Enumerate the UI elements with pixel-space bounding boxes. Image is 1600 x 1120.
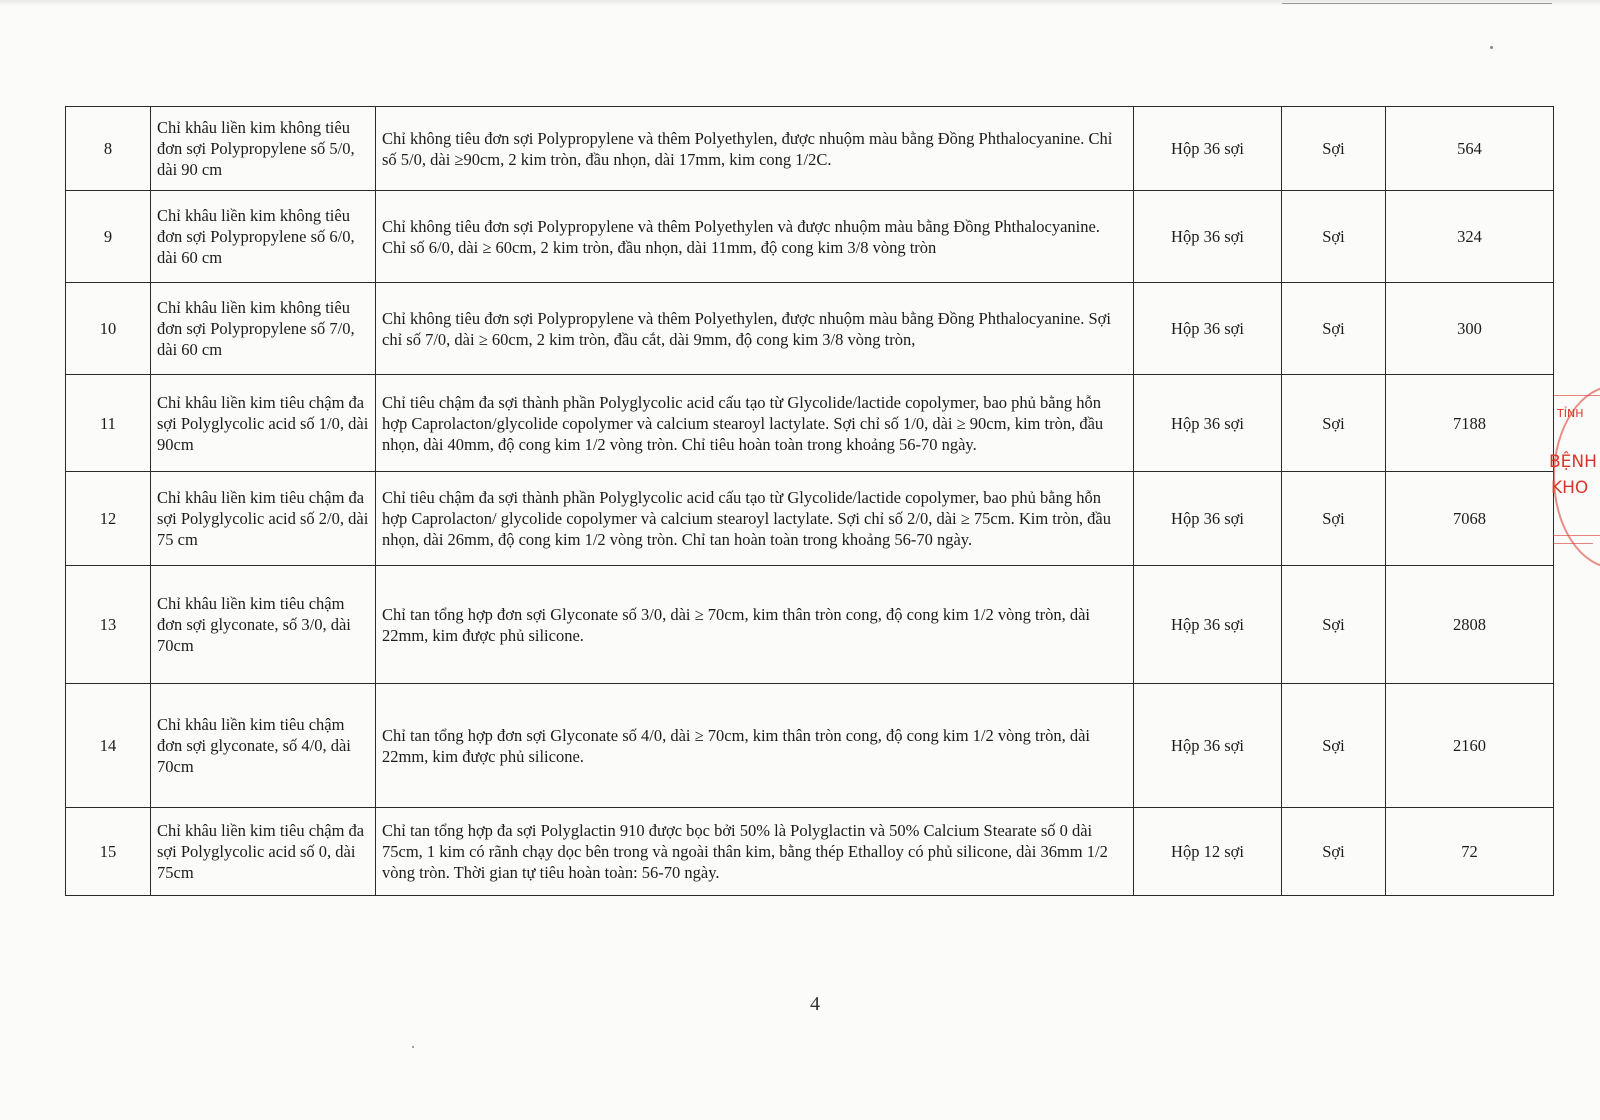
item-specification-cell: Chỉ không tiêu đơn sợi Polypropylene và thêm Polyethylen và được nhuộm màu bằng Đồng Phthalocyanine. Chỉ số 6/0, dài ≥ 60cm, 2 kim tròn, đầu nhọn, dài 11mm, độ cong kim 3/8 vòng tròn bbox=[376, 191, 1134, 283]
row-number-cell: 15 bbox=[66, 808, 151, 896]
table-row bbox=[66, 375, 1554, 472]
stamp-mark bbox=[1553, 395, 1600, 396]
packaging-cell: Hộp 36 sợi bbox=[1134, 375, 1282, 472]
unit-cell: Sợi bbox=[1282, 283, 1386, 375]
item-specification-cell: Chỉ tan tổng hợp đơn sợi Glyconate số 3/0, dài ≥ 70cm, kim thân tròn cong, độ cong kim 1/2 vòng tròn, dài 22mm, kim được phủ silicone. bbox=[376, 566, 1134, 684]
quantity-cell: 564 bbox=[1386, 107, 1554, 191]
stamp-text-line2: BỆNH bbox=[1549, 452, 1597, 472]
row-number-cell: 12 bbox=[66, 472, 151, 566]
item-name-cell: Chỉ khâu liền kim tiêu chậm đơn sợi glyconate, số 4/0, dài 70cm bbox=[151, 684, 376, 808]
row-number-cell: 8 bbox=[66, 107, 151, 191]
row-number-cell: 13 bbox=[66, 566, 151, 684]
scan-speck bbox=[1490, 46, 1493, 49]
item-specification-cell: Chỉ không tiêu đơn sợi Polypropylene và thêm Polyethylen, được nhuộm màu bằng Đồng Phthalocyanine. Sợi chỉ số 7/0, dài ≥ 60cm, 2 kim tròn, đầu cắt, dài 9mm, độ cong kim 3/8 vòng tròn, bbox=[376, 283, 1134, 375]
table-row bbox=[66, 107, 1554, 191]
packaging-cell: Hộp 36 sợi bbox=[1134, 191, 1282, 283]
item-name-cell: Chỉ khâu liền kim không tiêu đơn sợi Polypropylene số 5/0, dài 90 cm bbox=[151, 107, 376, 191]
quantity-cell: 2808 bbox=[1386, 566, 1554, 684]
quantity-cell: 300 bbox=[1386, 283, 1554, 375]
table-row bbox=[66, 283, 1554, 375]
stamp-mark bbox=[1553, 535, 1600, 536]
table-row bbox=[66, 191, 1554, 283]
item-name-cell: Chỉ khâu liền kim tiêu chậm đơn sợi glyconate, số 3/0, dài 70cm bbox=[151, 566, 376, 684]
row-number-cell: 10 bbox=[66, 283, 151, 375]
table-row bbox=[66, 808, 1554, 896]
scan-speck bbox=[412, 1046, 414, 1048]
packaging-cell: Hộp 36 sợi bbox=[1134, 283, 1282, 375]
item-name-cell: Chỉ khâu liền kim tiêu chậm đa sợi Polyglycolic acid số 0, dài 75cm bbox=[151, 808, 376, 896]
item-name-cell: Chỉ khâu liền kim tiêu chậm đa sợi Polyglycolic acid số 2/0, dài 75 cm bbox=[151, 472, 376, 566]
table-row bbox=[66, 684, 1554, 808]
packaging-cell: Hộp 36 sợi bbox=[1134, 472, 1282, 566]
supply-table bbox=[65, 106, 1554, 896]
stamp-text-line3: KHO bbox=[1551, 478, 1589, 498]
row-number-cell: 11 bbox=[66, 375, 151, 472]
stamp-mark bbox=[1553, 543, 1593, 544]
packaging-cell: Hộp 36 sợi bbox=[1134, 107, 1282, 191]
packaging-cell: Hộp 36 sợi bbox=[1134, 566, 1282, 684]
item-specification-cell: Chỉ tiêu chậm đa sợi thành phần Polyglycolic acid cấu tạo từ Glycolide/lactide copolymer, bao phủ bằng hỗn hợp Caprolacton/ glycolide copolymer và calcium stearoyl lactylate. Sợi chỉ số 2/0, dài ≥ 75cm. Kim tròn, đầu nhọn, dài 26mm, độ cong kim 1/2 vòng tròn. Chỉ tan hoàn toàn trong khoảng 56-70 ngày. bbox=[376, 472, 1134, 566]
item-specification-cell: Chỉ tan tổng hợp đa sợi Polyglactin 910 được bọc bởi 50% là Polyglactin và 50% Calcium Stearate số 0 dài 75cm, 1 kim có rãnh chạy dọc bên trong và ngoài thân kim, bằng thép Ethalloy có phủ silicone, dài 36mm 1/2 vòng tròn. Thời gian tự tiêu hoàn toàn: 56-70 ngày. bbox=[376, 808, 1134, 896]
row-number-cell: 9 bbox=[66, 191, 151, 283]
item-name-cell: Chỉ khâu liền kim không tiêu đơn sợi Polypropylene số 7/0, dài 60 cm bbox=[151, 283, 376, 375]
quantity-cell: 324 bbox=[1386, 191, 1554, 283]
scan-line bbox=[1282, 3, 1552, 4]
unit-cell: Sợi bbox=[1282, 375, 1386, 472]
table-row bbox=[66, 472, 1554, 566]
red-stamp bbox=[1545, 385, 1600, 575]
packaging-cell: Hộp 36 sợi bbox=[1134, 684, 1282, 808]
quantity-cell: 7068 bbox=[1386, 472, 1554, 566]
item-name-cell: Chỉ khâu liền kim tiêu chậm đa sợi Polyglycolic acid số 1/0, dài 90cm bbox=[151, 375, 376, 472]
item-specification-cell: Chỉ tiêu chậm đa sợi thành phần Polyglycolic acid cấu tạo từ Glycolide/lactide copolymer, bao phủ bằng hỗn hợp Caprolacton/glycolide copolymer và calcium stearoyl lactylate. Sợi chỉ số 1/0, dài ≥ 90cm, kim tròn, đầu nhọn, dài 40mm, độ cong kim 1/2 vòng tròn. Chỉ tiêu hoàn toàn trong khoảng 56-70 ngày. bbox=[376, 375, 1134, 472]
stamp-text-line1: TỈNH bbox=[1557, 407, 1584, 420]
row-number-cell: 14 bbox=[66, 684, 151, 808]
unit-cell: Sợi bbox=[1282, 808, 1386, 896]
item-specification-cell: Chỉ tan tổng hợp đơn sợi Glyconate số 4/0, dài ≥ 70cm, kim thân tròn cong, độ cong kim 1/2 vòng tròn, dài 22mm, kim được phủ silicone. bbox=[376, 684, 1134, 808]
unit-cell: Sợi bbox=[1282, 107, 1386, 191]
page-number: 4 bbox=[810, 993, 820, 1015]
unit-cell: Sợi bbox=[1282, 191, 1386, 283]
unit-cell: Sợi bbox=[1282, 566, 1386, 684]
item-name-cell: Chỉ khâu liền kim không tiêu đơn sợi Polypropylene số 6/0, dài 60 cm bbox=[151, 191, 376, 283]
quantity-cell: 2160 bbox=[1386, 684, 1554, 808]
quantity-cell: 7188 bbox=[1386, 375, 1554, 472]
unit-cell: Sợi bbox=[1282, 684, 1386, 808]
packaging-cell: Hộp 12 sợi bbox=[1134, 808, 1282, 896]
item-specification-cell: Chỉ không tiêu đơn sợi Polypropylene và thêm Polyethylen, được nhuộm màu bằng Đồng Phthalocyanine. Chỉ số 5/0, dài ≥90cm, 2 kim tròn, đầu nhọn, dài 17mm, kim cong 1/2C. bbox=[376, 107, 1134, 191]
table-row bbox=[66, 566, 1554, 684]
quantity-cell: 72 bbox=[1386, 808, 1554, 896]
unit-cell: Sợi bbox=[1282, 472, 1386, 566]
